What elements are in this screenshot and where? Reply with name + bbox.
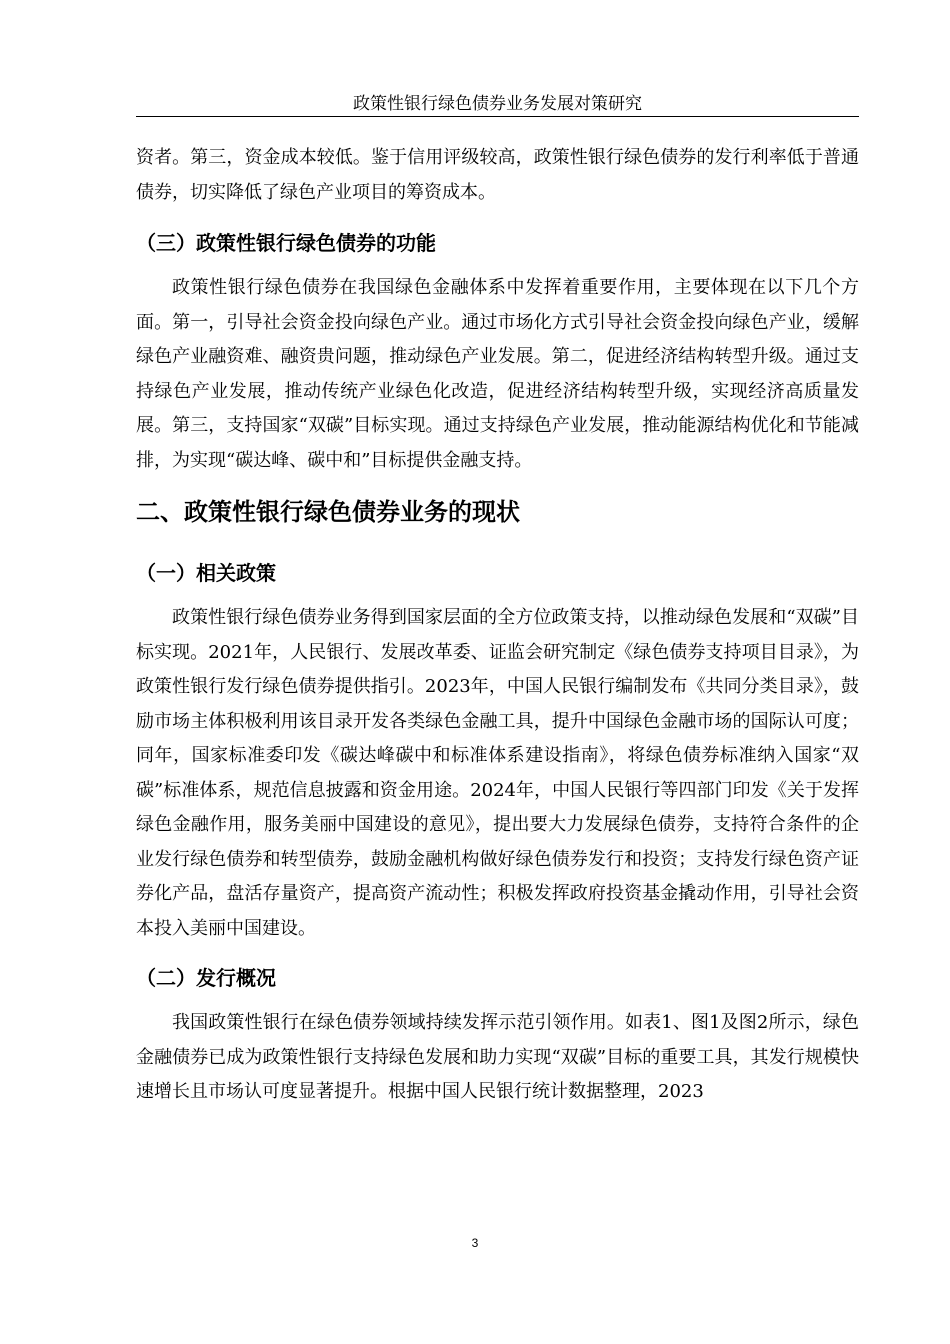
subheading-functions: （三）政策性银行绿色债券的功能 bbox=[136, 231, 436, 255]
paragraph-functions: 政策性银行绿色债券在我国绿色金融体系中发挥着重要作用，主要体现在以下几个方面。第一，引导社会资金投向绿色产业。通过市场化方式引导社会资金投向绿色产业，缓解绿色产业融资难、融资贵问题，推动绿色产业发展。第二，促进经济结构转型升级。通过支持绿色产业发展，推动传统产业绿色化改造，促进经济结构转型升级，实现经济高质量发展。第三，支持国家“双碳”目标实现。通过支持绿色产业发展，推动能源结构优化和节能减排，为实现“碳达峰、碳中和”目标提供金融支持。 bbox=[136, 277, 859, 471]
running-header: 政策性银行绿色债券业务发展对策研究 bbox=[353, 94, 642, 114]
section-heading-status: 二、政策性银行绿色债券业务的现状 bbox=[136, 498, 520, 526]
page-number: 3 bbox=[471, 1236, 479, 1250]
paragraph-policy: 政策性银行绿色债券业务得到国家层面的全方位政策支持，以推动绿色发展和“双碳”目标实现。2021年，人民银行、发展改革委、证监会研究制定《绿色债券支持项目目录》，为政策性银行发行绿色债券提供指引。2023年，中国人民银行编制发布《共同分类目录》，鼓励市场主体积极利用该目录开发各类绿色金融工具，提升中国绿色金融市场的国际认可度；同年，国家标准委印发《碳达峰碳中和标准体系建设指南》，将绿色债券标准纳入国家“双碳”标准体系，规范信息披露和资金用途。2024年，中国人民银行等四部门印发《关于发挥绿色金融作用，服务美丽中国建设的意见》，提出要大力发展绿色债券，支持符合条件的企业发行绿色债券和转型债券，鼓励金融机构做好绿色债券发行和投资；支持发行绿色资产证券化产品，盘活存量资产，提高资产流动性；积极发挥政府投资基金撬动作用，引导社会资本投入美丽中国建设。 bbox=[136, 607, 859, 939]
subheading-policy: （一）相关政策 bbox=[136, 561, 276, 585]
document-body bbox=[136, 141, 859, 1110]
paragraph-issuance: 我国政策性银行在绿色债券领域持续发挥示范引领作用。如表1、图1及图2所示，绿色金融债券已成为政策性银行支持绿色发展和助力实现“双碳”目标的重要工具，其发行规模快速增长且市场认可度显著提升。根据中国人民银行统计数据整理，2023 bbox=[136, 1012, 859, 1102]
paragraph-continued: 资者。第三，资金成本较低。鉴于信用评级较高，政策性银行绿色债券的发行利率低于普通债券，切实降低了绿色产业项目的筹资成本。 bbox=[136, 147, 859, 203]
header-rule bbox=[136, 116, 859, 117]
subheading-issuance: （二）发行概况 bbox=[136, 966, 276, 990]
